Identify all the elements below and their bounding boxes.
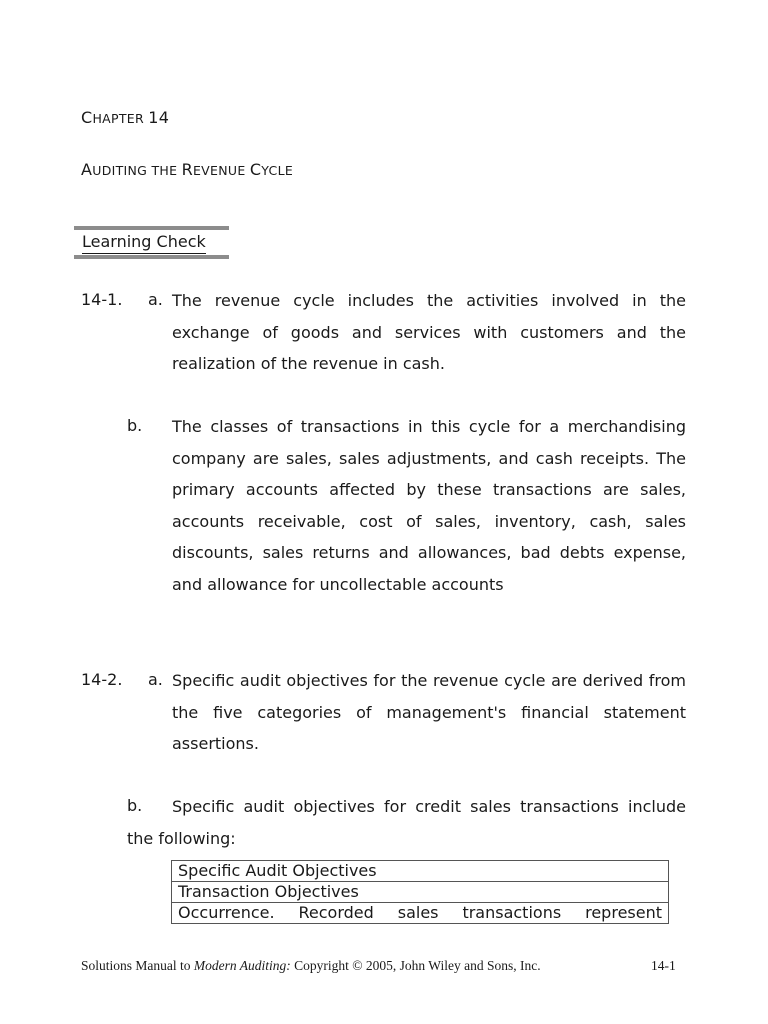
chapter-word: HAPTER <box>92 111 144 126</box>
q1-a-label: a. <box>148 290 163 309</box>
footer-book-title: Modern Auditing: <box>193 958 291 973</box>
chapter-number: 14 <box>148 108 170 127</box>
question-number-14-1: 14-1. <box>81 290 123 309</box>
page-footer <box>81 958 681 974</box>
learning-check-top-rule <box>74 226 229 230</box>
q2-a-text: Specific audit objectives for the revenue cycle are derived from the five categories of management's financial statement assertions. <box>172 671 686 753</box>
title-part-1-rest: UDITING THE <box>92 163 182 178</box>
table-row <box>172 903 669 924</box>
q1-b-label: b. <box>127 416 143 435</box>
q1-b-text: The classes of transactions in this cycle for a merchandising company are sales, sales adjustments, and cash receipts. The primary accounts affected by these transactions are sales, accounts receivable, cost of sales, inventory, cash, sales discounts, sales returns and allowances, bad debts expense, and allowance for uncollectable accounts <box>172 417 686 594</box>
table-row <box>172 882 669 903</box>
title-part-1-initial: A <box>81 160 93 179</box>
chapter-heading <box>81 108 169 127</box>
audit-objectives-table <box>171 860 669 924</box>
table-cell: Specific Audit Objectives <box>172 861 669 882</box>
question-number-14-2: 14-2. <box>81 670 123 689</box>
title-part-3-rest: YCLE <box>261 163 294 178</box>
chapter-initial: C <box>81 108 93 127</box>
q1-a-text: The revenue cycle includes the activities involved in the exchange of goods and services with customers and the realization of the revenue in cash. <box>172 291 686 373</box>
page-number: 14-1 <box>651 958 676 973</box>
title-part-2-initial: R <box>181 160 193 179</box>
footer-prefix: Solutions Manual to <box>81 958 194 973</box>
q2-b-text: Specific audit objectives for credit sales transactions include the following: <box>127 797 686 848</box>
title-part-2-rest: EVENUE <box>192 163 250 178</box>
table-row <box>172 861 669 882</box>
footer-copyright: Copyright © 2005, John Wiley and Sons, Inc. <box>290 958 541 973</box>
table-cell: Transaction Objectives <box>172 882 669 903</box>
learning-check-heading: Learning Check <box>82 232 206 254</box>
q2-a-label: a. <box>148 670 163 689</box>
q2-b-text-line1 <box>127 791 686 854</box>
learning-check-bottom-rule <box>74 255 229 259</box>
learning-check-box <box>74 226 229 260</box>
q2-b-label: b. <box>127 796 143 815</box>
table-cell: Occurrence. Recorded sales transactions represent <box>172 903 669 924</box>
title-part-3-initial: C <box>249 160 262 179</box>
chapter-title <box>81 160 293 179</box>
